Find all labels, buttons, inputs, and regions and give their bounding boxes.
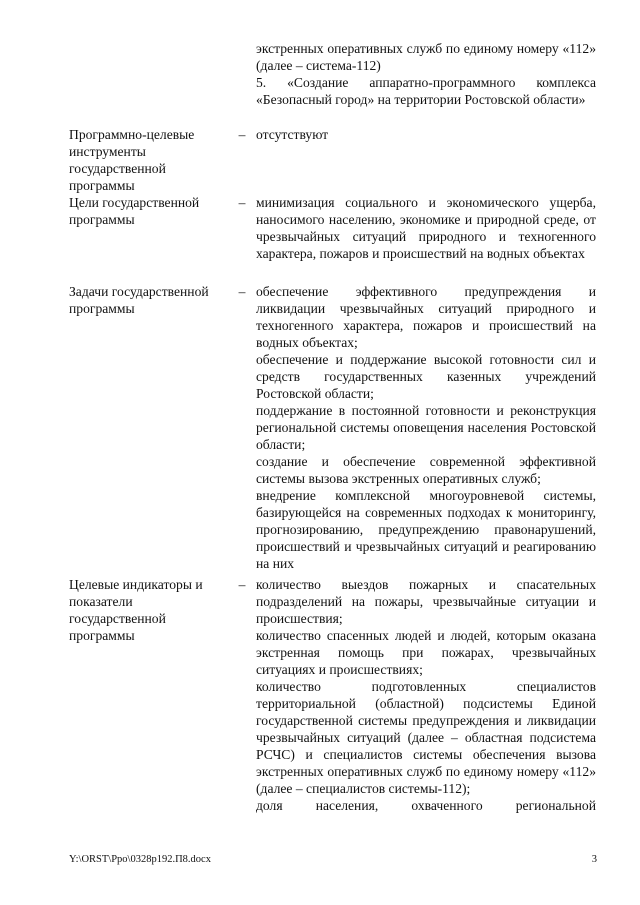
row-paragraph: количество подготовленных специалистов территориальной (областной) подсистемы Единой государственной системы предупреждения и ликвидации чрезвычайных ситуаций (далее – областная подсистема РСЧС) и специалистов системы обеспечения вызова экстренных оперативных служб по единому номеру «112» (далее – специалистов системы-112); [256,679,596,796]
footer-file-path: Y:\ORST\Ppo\0328p192.П8.docx [69,854,211,865]
row-dash: – [238,284,246,299]
row-label: Задачи государственной программы [69,284,209,316]
row-label: Целевые индикаторы и показатели государственной программы [69,577,203,643]
row-label: Программно-целевые инструменты государственной программы [69,127,195,193]
row-paragraph: количество спасенных людей и людей, которым оказана экстренная помощь при пожарах, чрезвычайных ситуациях и происшествиях; [256,628,596,677]
row-content [256,194,596,262]
row-paragraph: внедрение комплексной многоуровневой системы, базирующейся на современных подходах к мониторингу, прогнозированию, предупреждению правонарушений, происшествий и чрезвычайных ситуаций и реагированию на них [256,488,596,571]
footer-page-number: 3 [591,854,597,865]
row-paragraph: создание и обеспечение современной эффективной системы вызова экстренных оперативных служб; [256,454,596,486]
carryover-paragraph: экстренных оперативных служб по единому номеру «112» (далее – система-112) [256,41,596,73]
carryover-content [256,40,596,108]
row-content [256,576,596,814]
row-paragraph: обеспечение и поддержание высокой готовности сил и средств государственных казенных учреждений Ростовской области; [256,352,596,401]
row-content [256,126,596,143]
row-content [256,283,596,572]
row-dash: – [238,127,246,142]
row-paragraph: обеспечение эффективного предупреждения и ликвидации чрезвычайных ситуаций природного и техногенного характера, пожаров и происшествий на водных объектах; [256,284,596,350]
row-paragraph: отсутствуют [256,127,329,142]
row-paragraph: поддержание в постоянной готовности и реконструкция региональной системы оповещения населения Ростовской области; [256,403,596,452]
row-label: Цели государственной программы [69,195,200,227]
row-paragraph: количество выездов пожарных и спасательных подразделений на пожары, чрезвычайные ситуации и происшествия; [256,577,596,626]
row-dash: – [238,577,246,592]
row-paragraph: минимизация социального и экономического ущерба, наносимого населению, экономике и природной среде, от чрезвычайных ситуаций природного и техногенного характера, пожаров и происшествий на водных объектах [256,195,596,261]
row-dash: – [238,195,246,210]
row-paragraph: доля населения, охваченного региональной [256,798,596,813]
carryover-paragraph: 5. «Создание аппаратно-программного комплекса «Безопасный город» на территории Ростовской области» [256,75,596,107]
